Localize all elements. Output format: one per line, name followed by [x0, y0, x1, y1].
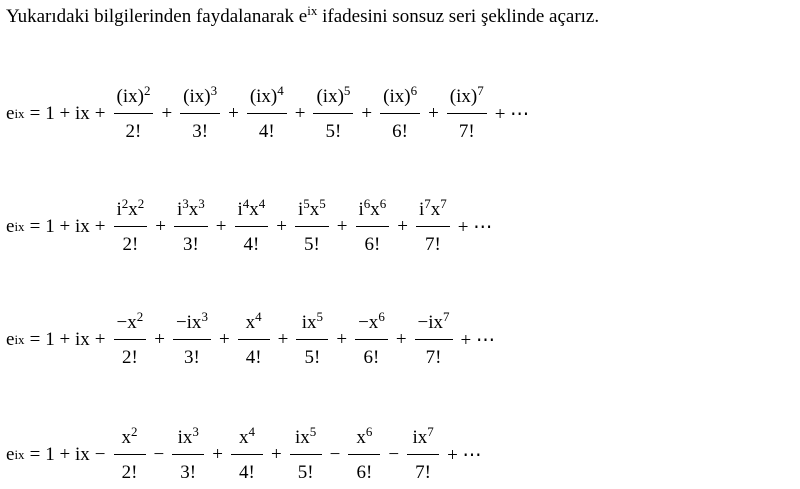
- equation-3: [6, 306, 500, 374]
- fraction-denominator: 6!: [364, 233, 381, 255]
- fraction-numerator: $ix^7$: [407, 424, 439, 455]
- lhs: e ix: [6, 216, 25, 237]
- fraction-term: [114, 424, 146, 487]
- fraction-term: [356, 196, 390, 259]
- fraction-numerator: (ix)$^7$: [447, 83, 487, 114]
- intro-text: [6, 4, 599, 30]
- fraction-term: [416, 196, 450, 259]
- fraction-term: [355, 309, 388, 372]
- fraction-numerator: $i^2x^2$: [114, 196, 148, 227]
- fraction-denominator: 4!: [239, 461, 255, 483]
- lhs-base: e: [6, 444, 15, 465]
- series-head: 1 + ix: [45, 103, 90, 124]
- fraction-numerator: $-x^2$: [114, 309, 147, 340]
- series-tail: + ⋯: [447, 444, 482, 466]
- term-sign: +: [228, 103, 239, 124]
- term-sign: +: [94, 329, 106, 350]
- lhs: e ix: [6, 329, 25, 350]
- term-sign: +: [215, 216, 227, 237]
- fraction-numerator: $x^4$: [238, 309, 270, 340]
- term-sign: +: [277, 329, 289, 350]
- term-sign: +: [155, 216, 166, 237]
- term-sign: +: [361, 103, 373, 124]
- fraction-term: [407, 424, 439, 487]
- term-sign: +: [336, 329, 348, 350]
- lhs: e ix: [6, 444, 25, 465]
- fraction-denominator: 3!: [192, 120, 209, 142]
- intro-exponent: ix: [307, 3, 318, 18]
- fraction-denominator: 3!: [182, 233, 199, 255]
- equals-sign: =: [29, 444, 41, 465]
- fraction-denominator: 6!: [356, 461, 373, 483]
- fraction-term: [114, 83, 154, 146]
- term-sign: +: [294, 103, 306, 124]
- fraction-denominator: 3!: [180, 461, 197, 483]
- fraction-term: [290, 424, 322, 487]
- fraction-numerator: $i^5x^5$: [295, 196, 329, 227]
- term-sign: +: [276, 216, 287, 237]
- fraction-term: [172, 424, 204, 487]
- fraction-numerator: $ix^5$: [290, 424, 322, 455]
- fraction-denominator: 5!: [304, 346, 321, 368]
- fraction-numerator: $-ix^7$: [415, 309, 453, 340]
- fraction-denominator: 6!: [363, 346, 380, 368]
- term-sign: +: [270, 444, 282, 465]
- series-head: 1 + ix: [45, 329, 90, 350]
- term-sign: +: [212, 444, 223, 465]
- series-tail: + ⋯: [457, 216, 493, 238]
- fraction-term: [231, 424, 263, 487]
- intro-before: Yukarıdaki bilgilerinden faydalanarak e: [6, 6, 308, 27]
- term-sign: +: [428, 103, 439, 124]
- term-sign: +: [94, 103, 106, 124]
- series-head: 1 + ix: [45, 444, 90, 465]
- fraction-denominator: 4!: [258, 120, 275, 142]
- fraction-denominator: 6!: [392, 120, 408, 142]
- fraction-term: [173, 309, 211, 372]
- fraction-numerator: $i^7x^7$: [416, 196, 450, 227]
- fraction-term: [235, 196, 269, 259]
- fraction-term: [380, 83, 420, 146]
- fraction-denominator: 4!: [245, 346, 262, 368]
- fraction-term: [114, 309, 147, 372]
- term-sign: +: [395, 329, 407, 350]
- term-sign: −: [153, 444, 165, 465]
- lhs-base: e: [6, 216, 15, 237]
- fraction-term: [180, 83, 220, 146]
- fraction-numerator: (ix)$^6$: [380, 83, 420, 114]
- fraction-term: [247, 83, 287, 146]
- fraction-denominator: 7!: [415, 461, 431, 483]
- lhs-base: e: [6, 103, 15, 124]
- fraction-term: [174, 196, 208, 259]
- equals-sign: =: [29, 103, 41, 124]
- term-sign: −: [388, 444, 400, 465]
- fraction-numerator: (ix)$^4$: [247, 83, 287, 114]
- fraction-denominator: 4!: [243, 233, 260, 255]
- fraction-numerator: $i^4x^4$: [235, 196, 269, 227]
- lhs: e ix: [6, 103, 25, 124]
- fraction-denominator: 2!: [121, 461, 138, 483]
- fraction-numerator: $i^3x^3$: [174, 196, 208, 227]
- equation-1: [6, 80, 534, 148]
- fraction-denominator: 5!: [303, 233, 320, 255]
- term-sign: +: [154, 329, 165, 350]
- fraction-term: [313, 83, 353, 146]
- fraction-denominator: 3!: [184, 346, 200, 368]
- fraction-term: [348, 424, 380, 487]
- fraction-term: [295, 196, 329, 259]
- fraction-numerator: (ix)$^3$: [180, 83, 220, 114]
- fraction-denominator: 5!: [325, 120, 342, 142]
- fraction-denominator: 7!: [424, 233, 441, 255]
- equation-4: [6, 421, 487, 489]
- intro-after: ifadesini sonsuz seri şeklinde açarız.: [317, 6, 600, 27]
- fraction-term: [296, 309, 328, 372]
- series-tail: + ⋯: [494, 103, 530, 125]
- fraction-numerator: $x^2$: [114, 424, 146, 455]
- fraction-denominator: 5!: [297, 461, 314, 483]
- fraction-numerator: $x^6$: [348, 424, 380, 455]
- term-sign: +: [397, 216, 408, 237]
- equals-sign: =: [29, 216, 41, 237]
- fraction-numerator: $ix^5$: [296, 309, 328, 340]
- term-sign: +: [161, 103, 173, 124]
- equation-2: [6, 193, 497, 261]
- fraction-term: [238, 309, 270, 372]
- term-sign: +: [336, 216, 348, 237]
- fraction-denominator: 2!: [122, 233, 139, 255]
- fraction-term: [114, 196, 148, 259]
- fraction-denominator: 7!: [458, 120, 475, 142]
- fraction-denominator: 2!: [125, 120, 142, 142]
- series-head: 1 + ix: [45, 216, 90, 237]
- fraction-numerator: $i^6x^6$: [356, 196, 390, 227]
- fraction-numerator: $x^4$: [231, 424, 263, 455]
- term-sign: +: [94, 216, 106, 237]
- fraction-numerator: (ix)$^2$: [114, 83, 154, 114]
- fraction-numerator: (ix)$^5$: [313, 83, 353, 114]
- term-sign: +: [218, 329, 230, 350]
- fraction-numerator: $ix^3$: [172, 424, 204, 455]
- term-sign: −: [329, 444, 341, 465]
- series-tail: + ⋯: [460, 329, 495, 351]
- fraction-numerator: $-ix^3$: [173, 309, 211, 340]
- fraction-denominator: 7!: [425, 346, 442, 368]
- fraction-denominator: 2!: [121, 346, 138, 368]
- fraction-numerator: $-x^6$: [355, 309, 388, 340]
- equals-sign: =: [29, 329, 41, 350]
- fraction-term: [447, 83, 487, 146]
- term-sign: −: [94, 444, 106, 465]
- fraction-term: [415, 309, 453, 372]
- lhs-base: e: [6, 329, 15, 350]
